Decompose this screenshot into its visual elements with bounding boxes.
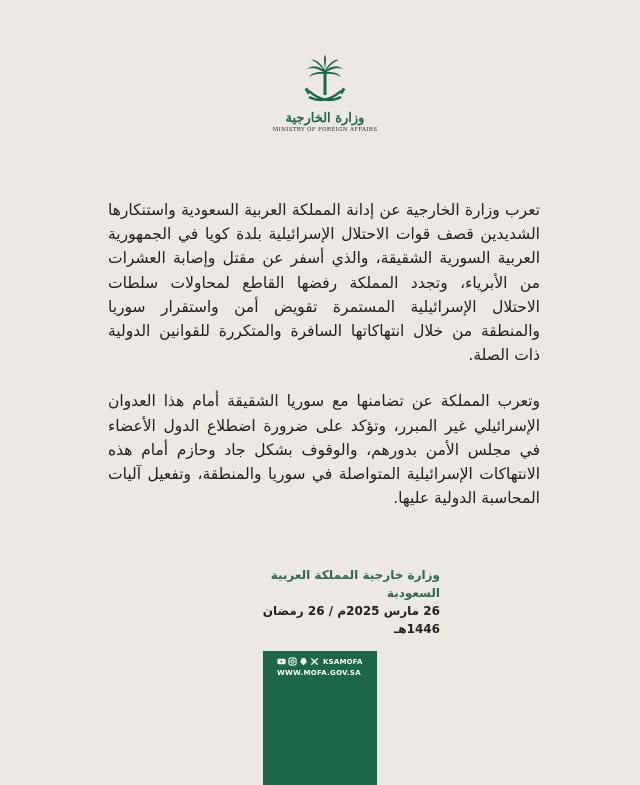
instagram-icon[interactable] [288,657,297,666]
snapchat-icon[interactable] [299,657,308,666]
social-handle[interactable]: KSAMOFA [323,657,363,666]
statement-paragraph: تعرب وزارة الخارجية عن إدانة المملكة العربية السعودية واستنكارها الشديدين قصف قوات الاحتلال الإسرائيلية بلدة كويا في الجمهورية العربية السورية الشقيقة، والذي أسفر عن مقتل وإصابة العشرات من الأبرياء، وتجدد المملكة رفضها القاطع لمحاولات سلطات الاحتلال الإسرائيلية المستمرة تقويض أمن واستقرار سوريا والمنطقة من خلال انتهاكاتها السافرة والمتكررة للقوانين الدولية ذات الصلة. [108,201,540,365]
ministry-header [270,55,380,133]
ministry-name-english: MINISTRY OF FOREIGN AFFAIRS [272,127,378,133]
statement-body [108,198,540,510]
website-link[interactable]: WWW.MOFA.GOV.SA [277,669,361,677]
social-row [277,657,363,666]
x-icon[interactable] [310,657,319,666]
signature-name: وزارة خارجية المملكة العربية السعودية [270,568,440,600]
statement-paragraph: وتعرب المملكة عن تضامنها مع سوريا الشقيقة أمام هذا العدوان الإسرائيلي غير المبرر، وتؤكد على ضرورة اضطلاع الدول الأعضاء في مجلس الأمن بدورهم، والوقوف بشكل جاد وحازم أمام هذه الانتهاكات الإسرائيلية المتواصلة في سوريا والمنطقة، وتفعيل آليات المحاسبة الدولية عليها. [108,392,540,508]
signature-block [230,566,440,638]
ministry-name-arabic: وزارة الخارجية [285,111,365,126]
saudi-emblem-icon [303,55,347,109]
youtube-icon[interactable] [277,657,286,666]
statement-date: 26 مارس 2025م / 26 رمضان 1446هـ [262,604,440,636]
social-footer [263,651,377,785]
